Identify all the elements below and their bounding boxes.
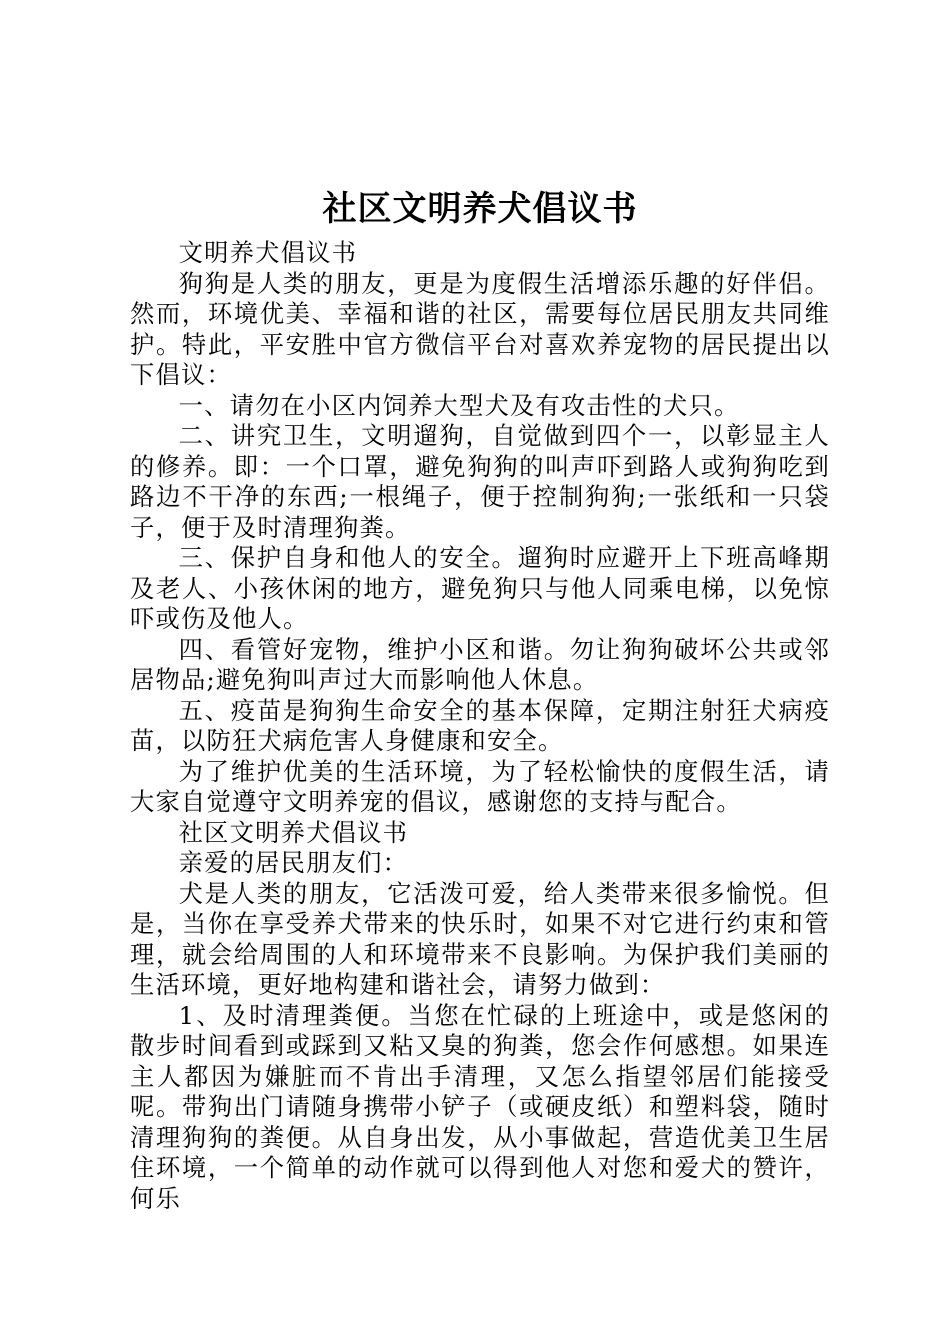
proposal-item-5: 五、疫苗是狗狗生命安全的基本保障，定期注射狂犬病疫苗，以防狂犬病危害人身健康和安全。 bbox=[130, 695, 830, 755]
second-item-1: 1、及时清理粪便。当您在忙碌的上班途中，或是悠闲的散步时间看到或踩到又粘又臭的狗粪，您会作何感想。如果连主人都因为嫌脏而不肯出手清理，又怎么指望邻居们能接受呢。带狗出门请随身携带小铲子（或硬皮纸）和塑料袋，随时清理狗狗的粪便。从自身出发，从小事做起，营造优美卫生居住环境，一个简单的动作就可以得到他人对您和爱犬的赞许，何乐 bbox=[130, 1000, 830, 1213]
second-heading-paragraph: 社区文明养犬倡议书 bbox=[178, 817, 409, 847]
second-intro-paragraph: 犬是人类的朋友，它活泼可爱，给人类带来很多愉悦。但是，当你在享受养犬带来的快乐时，如果不对它进行约束和管理，就会给周围的人和环境带来不良影响。为保护我们美丽的生活环境，更好地构建和谐社会，请努力做到： bbox=[130, 878, 830, 999]
salutation-paragraph: 亲爱的居民朋友们： bbox=[178, 848, 409, 877]
proposal-item-1: 一、请勿在小区内饲养大型犬及有攻击性的犬只。 bbox=[178, 390, 740, 420]
document-title: 社区文明养犬倡议书 bbox=[322, 189, 638, 229]
proposal-item-2: 二、讲究卫生，文明遛狗，自觉做到四个一，以彰显主人的修养。即：一个口罩，避免狗狗的叫声吓到路人或狗狗吃到路边不干净的东西;一根绳子，便于控制狗狗;一张纸和一只袋子，便于及时清理狗粪。 bbox=[130, 421, 830, 542]
document-page bbox=[130, 180, 830, 1214]
proposal-item-3: 三、保护自身和他人的安全。遛狗时应避开上下班高峰期及老人、小孩休闲的地方，避免狗只与他人同乘电梯，以免惊吓或伤及他人。 bbox=[130, 543, 830, 633]
document-body bbox=[130, 238, 830, 1214]
proposal-item-4: 四、看管好宠物，维护小区和谐。勿让狗狗破坏公共或邻居物品;避免狗叫声过大而影响他人休息。 bbox=[130, 634, 830, 694]
subtitle-paragraph: 文明养犬倡议书 bbox=[178, 238, 358, 267]
closing-paragraph: 为了维护优美的生活环境，为了轻松愉快的度假生活，请大家自觉遵守文明养宠的倡议，感谢您的支持与配合。 bbox=[130, 756, 830, 816]
intro-paragraph: 狗狗是人类的朋友，更是为度假生活增添乐趣的好伴侣。然而，环境优美、幸福和谐的社区，需要每位居民朋友共同维护。特此，平安胜中官方微信平台对喜欢养宠物的居民提出以下倡议： bbox=[130, 268, 830, 389]
